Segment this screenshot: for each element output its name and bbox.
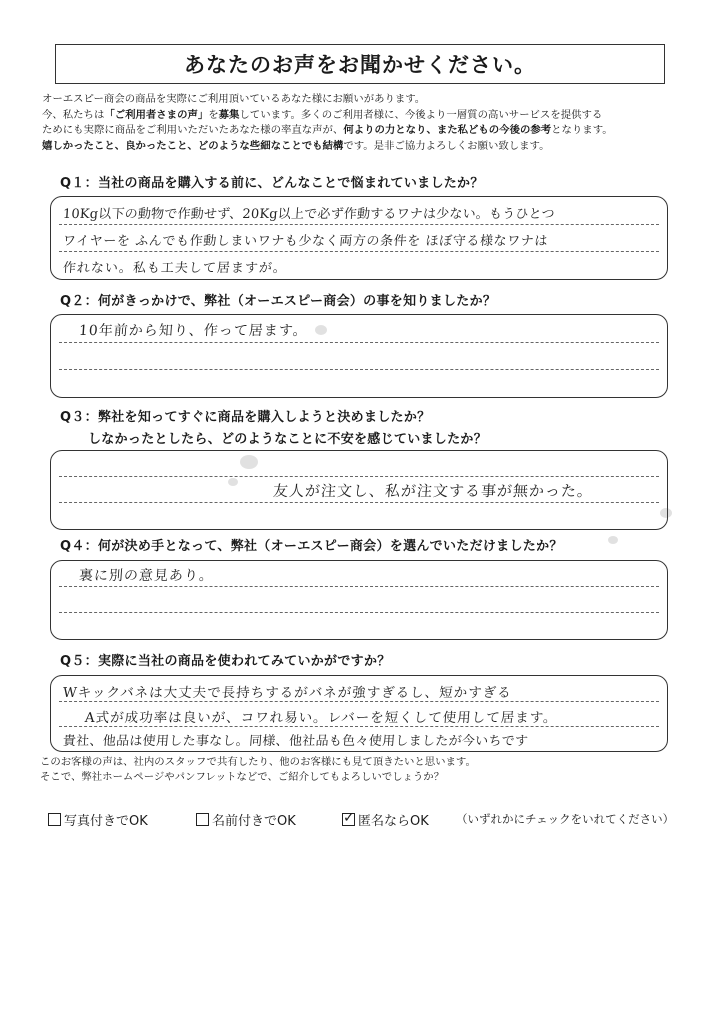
question-3-label: Q３：弊社を知ってすぐに商品を購入しようと決めましたか？ — [60, 410, 431, 425]
intro-text: しています。多くのご利用者様に、今後より一層質の高いサービスを提供する — [239, 108, 603, 121]
intro-line-4 — [42, 139, 692, 155]
scan-smudge — [315, 325, 327, 335]
handwritten-answer-line: 10Kg以下の動物で作動せず、20Kg以上で必ず作動するワナは少ない。もうひとつ — [62, 207, 556, 222]
intro-text: となります。 — [551, 124, 613, 136]
form-title — [55, 44, 665, 84]
handwritten-answer-line: 裏に別の意見あり。 — [78, 568, 215, 584]
question-5-label: Q５：実際に当社の商品を使われてみていかがですか？ — [60, 654, 391, 669]
answer-line — [59, 224, 659, 225]
answer-line — [59, 612, 659, 613]
answer-line — [59, 701, 659, 702]
handwritten-answer-line: 10年前から知り、作って居ます。 — [78, 323, 309, 339]
answer-box-q4[interactable] — [50, 560, 668, 640]
intro-emphasis: 募集 — [218, 108, 240, 121]
checkbox-name-ok[interactable] — [196, 813, 209, 826]
intro-line-3 — [42, 123, 692, 139]
checkbox-photo-ok[interactable] — [48, 813, 61, 826]
handwritten-answer-line: 作れない。私も工夫して居ますが。 — [62, 261, 288, 276]
checkbox-anonymous-ok[interactable] — [342, 810, 355, 826]
intro-text: オーエスピー商会の商品を実際にご利用頂いているあなた様にお願いがあります。 — [42, 93, 426, 105]
consent-options — [46, 810, 686, 832]
option-label: 写真付きでOK — [64, 814, 148, 829]
intro-emphasis: 何よりの力となり、また私どもの今後の参考 — [343, 124, 552, 136]
question-3-label-line-2: しなかったとしたら、どのようなことに不安を感じていましたか？ — [88, 432, 488, 447]
question-2-label: Q２：何がきっかけで、弊社（オーエスピー商会）の事を知りましたか？ — [60, 294, 497, 309]
intro-text: 今、私たちは — [42, 108, 105, 121]
form-title-text: あなたのお声をお聞かせください。 — [184, 53, 536, 77]
answer-line — [59, 726, 659, 727]
intro-paragraph — [42, 92, 692, 154]
handwritten-answer-line: Wキックバネは大丈夫で長持ちするがバネが強すぎるし、短かすぎる — [62, 685, 513, 701]
question-1-label: Q１：当社の商品を購入する前に、どんなことで悩まれていましたか？ — [60, 176, 484, 191]
answer-box-q2[interactable] — [50, 314, 668, 398]
answer-box-q1[interactable] — [50, 196, 668, 280]
consent-line-2: そこで、弊社ホームページやパンフレットなどで、ご紹介してもよろしいでしょうか？ — [40, 771, 445, 783]
handwritten-answer-line: 貴社、他品は使用した事なし。同様、他社品も色々使用しましたが今いちです — [62, 734, 529, 749]
consent-line-1: このお客様の声は、社内のスタッフで共有したり、他のお客様にも見て頂きたいと思います。 — [40, 756, 476, 768]
option-label: 匿名ならOK — [358, 814, 429, 829]
scan-smudge — [608, 536, 618, 544]
intro-emphasis: 嬉しかったこと、良かったこと、どのような些細なことでも結構 — [42, 139, 344, 152]
option-anonymous-ok[interactable] — [342, 810, 429, 829]
answer-line — [59, 476, 659, 477]
question-4-label: Q４：何が決め手となって、弊社（オーエスピー商会）を選んでいただけましたか？ — [60, 539, 563, 554]
intro-emphasis: 「ご利用者さまの声」 — [104, 108, 209, 121]
intro-text: を — [208, 108, 219, 121]
option-label: 名前付きでOK — [212, 814, 296, 829]
check-mark-icon: ✓ — [343, 810, 355, 826]
handwritten-answer-line: ワイヤーを ふんでも作動しまいワナも少なく両方の条件を ほぼ守る様なワナは — [62, 234, 549, 249]
answer-line — [59, 369, 659, 370]
handwritten-answer-line: 友人が注文し、私が注文する事が無かった。 — [272, 482, 594, 500]
scan-smudge — [660, 508, 672, 518]
handwritten-answer-line: A式が成功率は良いが、コワれ易い。レバーを短くして使用して居ます。 — [84, 710, 559, 726]
intro-text: ためにも実際に商品をご利用いただいたあなた様の率直な声が、 — [42, 124, 344, 136]
answer-box-q5[interactable] — [50, 675, 668, 752]
answer-line — [59, 342, 659, 343]
option-instruction: （いずれかにチェックをいれてください） — [456, 812, 675, 826]
answer-line — [59, 586, 659, 587]
consent-paragraph — [40, 755, 476, 785]
intro-line-1 — [42, 92, 692, 108]
answer-line — [59, 502, 659, 503]
option-photo-ok[interactable] — [48, 810, 148, 829]
intro-line-2 — [42, 108, 692, 124]
option-name-ok[interactable] — [196, 810, 296, 829]
scan-smudge — [228, 478, 238, 486]
scan-smudge — [240, 455, 258, 469]
answer-line — [59, 251, 659, 252]
answer-box-q3[interactable] — [50, 450, 668, 530]
intro-text: です。是非ご協力よろしくお願い致します。 — [343, 139, 550, 152]
